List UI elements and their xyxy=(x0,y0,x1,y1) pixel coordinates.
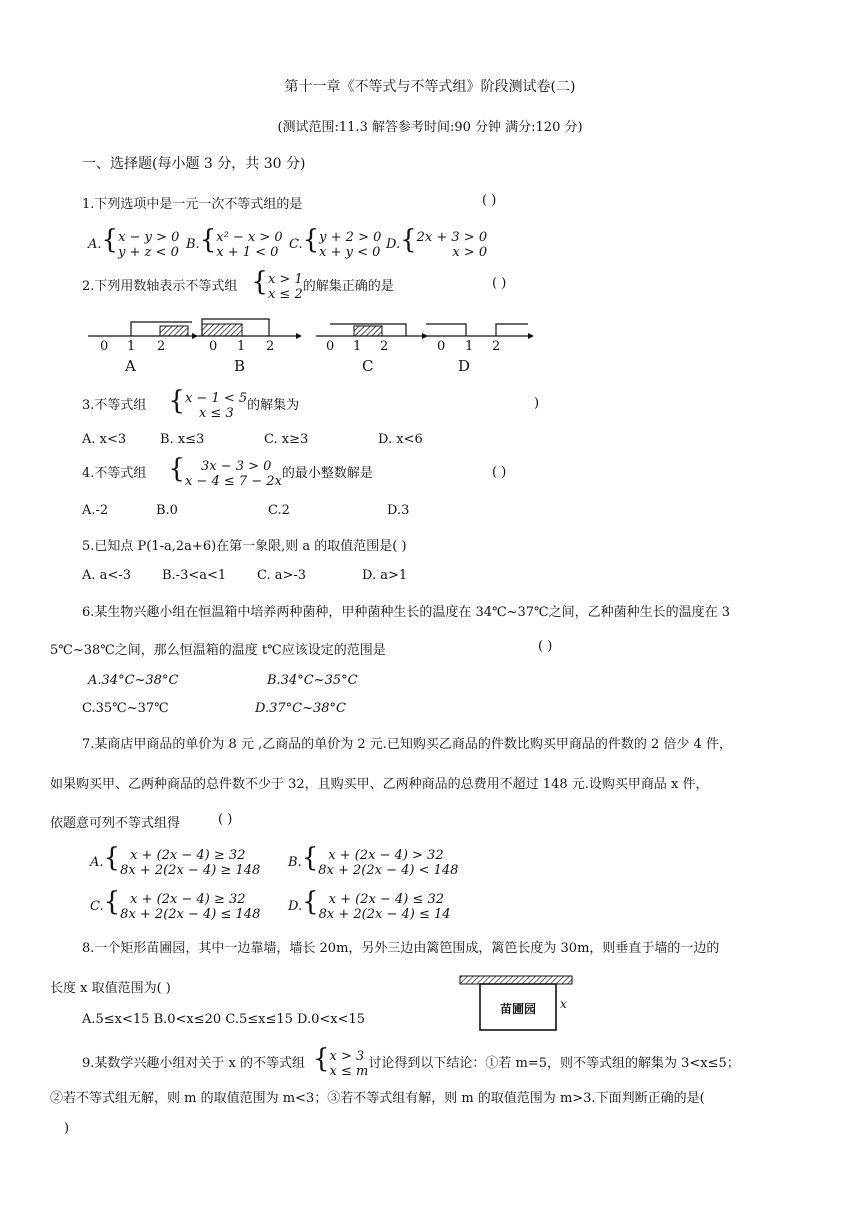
system-line: x > 0 xyxy=(452,244,488,260)
q6-line-1: 6.某生物兴趣小组在恒温箱中培养两种菌种，甲种菌种生长的温度在 34℃~37℃之间，乙种菌种生长的温度在 3 xyxy=(82,605,731,620)
q2-stem: 2.下列用数轴表示不等式组 { x > 1 x ≤ 2 的解集正确的是 xyxy=(82,267,394,302)
system-line: x − y > 0 xyxy=(118,229,180,245)
q3-answer-paren: ) xyxy=(534,396,540,411)
q7-option-d: D.{ x + (2x − 4) ≤ 32 8x + 2(2x − 4) ≤ 14 xyxy=(288,887,451,922)
system-line: 8x + 2(2x − 4) ≤ 14 xyxy=(318,906,451,922)
q8-line-2: 长度 x 取值范围为( ) xyxy=(50,981,171,996)
q3-option-b: B. x≤3 xyxy=(160,432,205,447)
system-line: 8x + 2(2x − 4) ≤ 148 xyxy=(120,906,261,922)
axis-tick-label: 2 xyxy=(492,339,501,354)
page-subtitle: (测试范围:11.3 解答参考时间:90 分钟 满分:120 分) xyxy=(277,120,583,135)
q5-option-d: D. a>1 xyxy=(362,568,408,583)
q6-option-a: A.34°C~38°C xyxy=(88,673,179,688)
number-line-c xyxy=(316,324,428,339)
number-line-d xyxy=(424,324,534,339)
option-letter-a: A xyxy=(125,357,136,375)
q3-option-c: C. x≥3 xyxy=(264,432,309,447)
system-line: x + 1 < 0 xyxy=(216,244,279,260)
system-line: x + (2x − 4) ≤ 32 xyxy=(328,891,445,907)
q7-option-b: B.{ x + (2x − 4) > 32 8x + 2(2x − 4) < 148 xyxy=(288,843,459,878)
option-letter-c: C xyxy=(362,357,374,375)
q1-answer-paren: ( ) xyxy=(482,193,497,208)
q2-stem-text: 2.下列用数轴表示不等式组 xyxy=(82,279,238,294)
q7-option-c: C.{ x + (2x − 4) ≥ 32 8x + 2(2x − 4) ≤ 148 xyxy=(90,887,261,922)
garden-label: 苗圃园 xyxy=(499,1002,536,1016)
q4-option-a: A.-2 xyxy=(82,503,109,518)
q9-stem: 9.某数学兴趣小组对关于 x 的不等式组 { x > 3 x ≤ m 讨论得到以下结论：①若 m=5，则不等式组的解集为 3<x≤5； xyxy=(82,1044,740,1079)
q3-option-d: D. x<6 xyxy=(378,432,423,447)
system-line: y + 2 > 0 xyxy=(319,229,382,245)
number-line-a xyxy=(88,322,198,339)
q9-stem-tail: 讨论得到以下结论：①若 m=5，则不等式组的解集为 3<x≤5； xyxy=(368,1056,740,1071)
q6-option-b: B.34°C~35°C xyxy=(267,673,358,688)
system-line: x − 4 ≤ 7 − 2x xyxy=(184,473,282,489)
garden-side-variable: x xyxy=(560,997,567,1011)
q1-stem: 1.下列选项中是一元一次不等式组的是 xyxy=(82,197,303,212)
option-label: B. xyxy=(288,855,302,870)
axis-tick-label: 2 xyxy=(157,339,166,354)
axis-tick-label: 0 xyxy=(437,339,446,354)
q9-stem-text: 9.某数学兴趣小组对关于 x 的不等式组 xyxy=(82,1056,305,1071)
q3-option-a: A. x<3 xyxy=(82,432,127,447)
number-line-b xyxy=(192,319,302,339)
q4-option-d: D.3 xyxy=(387,503,410,518)
q7-answer-paren: ( ) xyxy=(218,812,233,827)
q1-option-c: C.{ y + 2 > 0 x + y < 0 xyxy=(289,225,382,260)
q2-answer-paren: ( ) xyxy=(492,276,507,291)
q1-option-b: B.{ x² − x > 0 x + 1 < 0 xyxy=(186,225,283,260)
q7-line-3: 依题意可列不等式组得 xyxy=(50,816,181,831)
q7-line-2: 如果购买甲、乙两种商品的总件数不少于 32，且购买甲、乙两种商品的总费用不超过 148 元.设购买甲商品 x 件， xyxy=(50,777,709,792)
system-line: x > 1 xyxy=(267,271,303,287)
q8-line-1: 8.一个矩形苗圃园，其中一边靠墙，墙长 20m，另外三边由篱笆围成，篱笆长度为 30m，则垂直于墙的一边的 xyxy=(82,941,720,956)
page-title: 第十一章《不等式与不等式组》阶段测试卷(二) xyxy=(284,79,576,95)
q4-answer-paren: ( ) xyxy=(492,465,507,480)
q5-option-b: B.-3<a<1 xyxy=(162,568,227,583)
q3-stem-tail: 的解集为 xyxy=(247,398,300,413)
option-label: D. xyxy=(386,237,401,252)
section-heading: 一、选择题(每小题 3 分，共 30 分) xyxy=(82,156,306,172)
q7-line-1: 7.某商店甲商品的单价为 8 元 ,乙商品的单价为 2 元.已知购买乙商品的件数比购买甲商品的件数的 2 倍少 4 件， xyxy=(82,737,732,752)
q1-option-d: D.{ 2x + 3 > 0 x > 0 xyxy=(386,225,488,260)
system-line: x + (2x − 4) ≥ 32 xyxy=(130,847,246,863)
system-line: x > 3 xyxy=(329,1048,365,1064)
system-line: x² − x > 0 xyxy=(216,229,283,245)
q9-line-3: ) xyxy=(64,1121,70,1136)
system-line: 8x + 2(2x − 4) < 148 xyxy=(318,862,459,878)
system-line: x ≤ 3 xyxy=(198,405,234,421)
q2-stem-tail: 的解集正确的是 xyxy=(302,279,394,294)
axis-tick-label: 1 xyxy=(127,339,136,354)
axis-tick-label: 0 xyxy=(209,339,218,354)
system-line: x − 1 < 5 xyxy=(184,390,248,406)
axis-tick-label: 0 xyxy=(326,339,335,354)
q6-option-c: C.35℃~37℃ xyxy=(82,701,169,716)
q4-option-b: B.0 xyxy=(156,503,178,518)
axis-tick-label: 2 xyxy=(380,339,389,354)
q5-option-c: C. a>-3 xyxy=(257,568,307,583)
q8-options: A.5≤x<15 B.0<x≤20 C.5≤x≤15 D.0<x<15 xyxy=(82,1012,366,1027)
option-letter-d: D xyxy=(458,357,471,375)
option-label: B. xyxy=(186,237,200,252)
q5-option-a: A. a<-3 xyxy=(82,568,131,583)
q6-answer-paren: ( ) xyxy=(538,639,553,654)
axis-tick-label: 0 xyxy=(100,339,109,354)
system-line: 2x + 3 > 0 xyxy=(416,229,488,245)
q3-stem-text: 3.不等式组 xyxy=(82,398,147,413)
q3-stem: 3.不等式组 { x − 1 < 5 x ≤ 3 的解集为 xyxy=(82,386,300,421)
q4-stem: 4.不等式组 { 3x − 3 > 0 x − 4 ≤ 7 − 2x 的最小整数解是 xyxy=(82,454,373,489)
system-line: x + (2x − 4) > 32 xyxy=(328,847,444,863)
q7-option-a: A.{ x + (2x − 4) ≥ 32 8x + 2(2x − 4) ≥ 148 xyxy=(90,843,261,878)
q4-stem-tail: 的最小整数解是 xyxy=(281,466,373,481)
system-line: x + y < 0 xyxy=(319,244,381,260)
option-label: A. xyxy=(88,237,102,252)
axis-tick-label: 1 xyxy=(237,339,246,354)
system-line: x ≤ m xyxy=(329,1063,369,1079)
option-label: D. xyxy=(288,899,303,914)
q9-line-2: ②若不等式组无解，则 m 的取值范围为 m<3；③若不等式组有解，则 m 的取值范围为 m>3.下面判断正确的是( xyxy=(50,1091,705,1106)
q1-option-a: A.{ x − y > 0 y + z < 0 xyxy=(88,225,180,260)
q6-line-2: 5℃~38℃之间，那么恒温箱的温度 t℃应该设定的范围是 xyxy=(50,643,386,658)
system-line: 3x − 3 > 0 xyxy=(200,458,272,474)
system-line: y + z < 0 xyxy=(118,244,179,260)
q6-option-d: D.37°C~38°C xyxy=(255,701,346,716)
q4-stem-text: 4.不等式组 xyxy=(82,466,147,481)
system-line: x ≤ 2 xyxy=(267,286,303,302)
option-label: C. xyxy=(90,899,104,914)
wall-hatch xyxy=(460,976,572,984)
q5-stem: 5.已知点 P(1-a,2a+6)在第一象限,则 a 的取值范围是( ) xyxy=(82,539,407,554)
axis-tick-label: 1 xyxy=(353,339,362,354)
system-line: 8x + 2(2x − 4) ≥ 148 xyxy=(120,862,261,878)
axis-tick-label: 1 xyxy=(465,339,474,354)
q4-option-c: C.2 xyxy=(268,503,290,518)
option-label: C. xyxy=(289,237,303,252)
system-line: x + (2x − 4) ≥ 32 xyxy=(130,891,246,907)
option-letter-b: B xyxy=(234,357,246,375)
option-label: A. xyxy=(90,855,104,870)
axis-tick-label: 2 xyxy=(266,339,275,354)
